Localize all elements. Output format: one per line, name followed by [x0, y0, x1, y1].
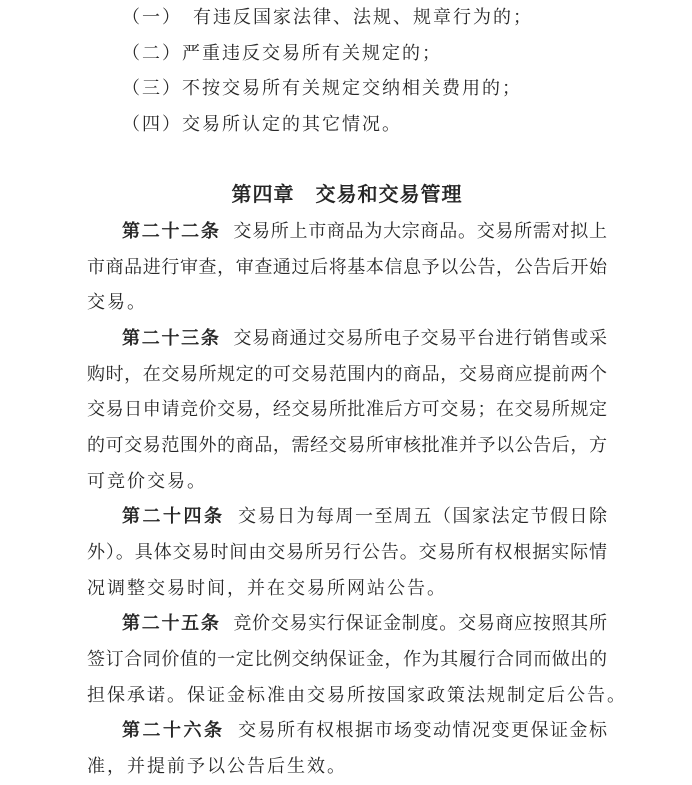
clause-item: （一） 有违反国家法律、法规、规章行为的；	[122, 7, 533, 27]
article-line	[87, 606, 607, 642]
article-line	[87, 357, 607, 393]
article-text: 交易。	[87, 292, 147, 313]
article-text: 签订合同价值的一定比例交纳保证金，作为其履行合同而做出的	[87, 649, 607, 670]
article-text: 竞价交易实行保证金制度。交易商应按照其所	[232, 613, 608, 634]
article-number: 第二十二条	[122, 221, 221, 242]
document-body	[87, 0, 627, 785]
article-line	[87, 535, 607, 571]
article-line	[87, 321, 607, 357]
article-text: 市商品进行审查，审查通过后将基本信息予以公告，公告后开始	[87, 256, 607, 277]
article-text: 交易日为每周一至周五（国家法定节假日除	[236, 506, 607, 527]
article-text: 外）。具体交易时间由交易所另行公告。交易所有权根据实际情	[87, 542, 607, 563]
article-line	[87, 499, 607, 535]
article-number: 第二十四条	[122, 506, 225, 527]
article-text: 可竞价交易。	[87, 470, 207, 491]
article-line	[87, 571, 607, 607]
article-text: 交易所上市商品为大宗商品。交易所需对拟上	[232, 221, 608, 242]
clause-item: （四）交易所认定的其它情况。	[122, 114, 402, 135]
article-line	[87, 642, 607, 678]
article-number: 第二十三条	[122, 328, 221, 349]
articles-container	[87, 214, 627, 785]
article-line	[87, 428, 607, 464]
article-line	[87, 749, 607, 785]
article-text: 担保承诺。保证金标准由交易所按国家政策法规制定后公告。	[87, 684, 627, 705]
clause-item: （三）不按交易所有关规定交纳相关费用的；	[122, 78, 522, 99]
chapter-heading: 第四章 交易和交易管理	[231, 184, 463, 207]
article-line	[87, 285, 607, 321]
article-line	[87, 713, 607, 749]
article-line	[87, 678, 627, 714]
clause-item: （二）严重违反交易所有关规定的；	[122, 42, 442, 63]
article-number: 第二十六条	[122, 720, 225, 741]
clause-list	[87, 0, 607, 143]
article-text: 交易所有权根据市场变动情况变更保证金标	[236, 720, 607, 741]
article-text: 的可交易范围外的商品，需经交易所审核批准并予以公告后，方	[87, 435, 607, 456]
article-line	[87, 214, 607, 250]
article-line	[87, 392, 607, 428]
article-text: 交易日申请竞价交易，经交易所批准后方可交易；在交易所规定	[87, 399, 607, 420]
article-text: 购时，在交易所规定的可交易范围内的商品，交易商应提前两个	[87, 363, 607, 384]
article-text: 交易商通过交易所电子交易平台进行销售或采	[232, 328, 608, 349]
article-text: 准，并提前予以公告后生效。	[87, 756, 347, 777]
article-text: 况调整交易时间，并在交易所网站公告。	[87, 577, 447, 598]
article-line	[87, 464, 607, 500]
article-number: 第二十五条	[122, 613, 221, 634]
article-line	[87, 250, 607, 286]
